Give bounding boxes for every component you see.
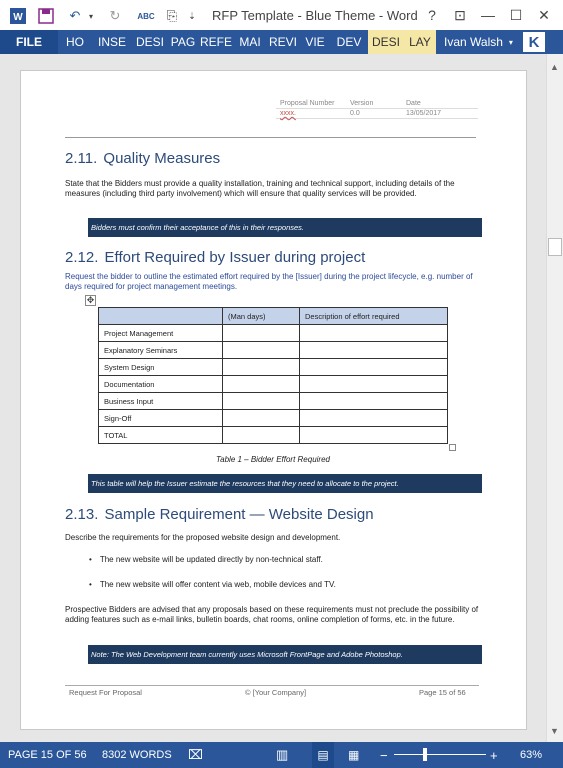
word-app-icon[interactable] bbox=[8, 6, 28, 26]
table-header-cell[interactable] bbox=[99, 308, 223, 325]
zoom-slider-thumb[interactable] bbox=[423, 748, 427, 761]
section-heading bbox=[65, 506, 374, 523]
page-footer bbox=[65, 685, 479, 697]
section-heading bbox=[65, 150, 220, 167]
document-area bbox=[0, 54, 546, 742]
spelling-icon[interactable]: ABC bbox=[137, 11, 155, 21]
tab-developer[interactable]: DEV bbox=[336, 35, 362, 49]
format-painter-icon[interactable]: ⎘ bbox=[166, 8, 178, 23]
proofing-icon[interactable]: ⌧ bbox=[188, 747, 203, 762]
body-paragraph: Describe the requirements for the proposed website design and development. bbox=[65, 533, 341, 542]
footer-center: © [Your Company] bbox=[245, 688, 307, 697]
table-header-cell[interactable]: Description of effort required bbox=[300, 308, 448, 325]
table-cell[interactable] bbox=[223, 427, 300, 444]
ribbon-display-button[interactable]: ⊡ bbox=[454, 6, 466, 23]
table-cell[interactable] bbox=[223, 325, 300, 342]
zoom-out-icon[interactable]: − bbox=[380, 747, 388, 763]
table-row bbox=[99, 359, 448, 376]
table-cell[interactable] bbox=[300, 325, 448, 342]
section-number: 2.13. bbox=[65, 506, 99, 523]
footer-right: Page 15 of 56 bbox=[419, 688, 466, 697]
section-number: 2.11. bbox=[65, 150, 98, 167]
proposal-number-value: xxxx. bbox=[280, 110, 296, 117]
avatar[interactable]: K bbox=[523, 32, 545, 52]
table-row bbox=[99, 342, 448, 359]
close-button[interactable]: ✕ bbox=[538, 6, 550, 23]
scroll-down-icon[interactable]: ▼ bbox=[550, 726, 559, 736]
scroll-up-icon[interactable]: ▲ bbox=[550, 62, 559, 72]
redo-icon[interactable]: ↻ bbox=[109, 8, 121, 23]
user-account[interactable] bbox=[444, 30, 513, 54]
header-table bbox=[276, 99, 478, 119]
tab-page-layout[interactable]: PAG bbox=[170, 35, 196, 49]
window-title: RFP Template - Blue Theme - Word bbox=[212, 8, 418, 23]
table-cell[interactable]: TOTAL bbox=[99, 427, 223, 444]
body-paragraph: Prospective Bidders are advised that any proposals based on these requirements must not preclude the possibility of adding features such as e-mail links, bulletin boards, chat rooms, online completion of forms, etc. in the future. bbox=[65, 605, 479, 624]
table-cell[interactable] bbox=[300, 427, 448, 444]
user-name: Ivan Walsh bbox=[444, 35, 503, 49]
help-button[interactable]: ? bbox=[428, 7, 436, 23]
tab-home[interactable]: HO bbox=[66, 35, 84, 49]
table-move-handle-icon[interactable]: ✥ bbox=[86, 295, 95, 305]
table-cell[interactable] bbox=[300, 342, 448, 359]
svg-text:W: W bbox=[13, 12, 23, 23]
table-resize-handle[interactable] bbox=[449, 444, 456, 451]
document-page[interactable] bbox=[20, 70, 527, 730]
table-cell[interactable] bbox=[223, 376, 300, 393]
vertical-scrollbar[interactable] bbox=[546, 54, 563, 742]
ribbon-tabs bbox=[0, 30, 563, 54]
tab-file[interactable]: FILE bbox=[0, 30, 58, 54]
web-layout-icon[interactable]: ▦ bbox=[348, 748, 360, 762]
section-title: Effort Required by Issuer during project bbox=[104, 249, 366, 266]
footer-left: Request For Proposal bbox=[69, 688, 142, 697]
table-cell[interactable] bbox=[300, 393, 448, 410]
tab-view[interactable]: VIE bbox=[305, 35, 325, 49]
bullet-icon: • bbox=[89, 580, 92, 589]
section-heading bbox=[65, 249, 365, 266]
list-item-text: The new website will offer content via web, mobile devices and TV. bbox=[99, 580, 336, 589]
table-cell[interactable] bbox=[300, 359, 448, 376]
tab-review[interactable]: REVI bbox=[268, 35, 297, 49]
list-item bbox=[89, 580, 336, 589]
table-cell[interactable] bbox=[300, 410, 448, 427]
body-paragraph: Request the bidder to outline the estimated effort required by the [Issuer] during the project lifecycle, e.g. number of days required for project management meetings. bbox=[65, 272, 473, 291]
undo-icon[interactable]: ↶ bbox=[69, 8, 81, 23]
table-caption: Table 1 – Bidder Effort Required bbox=[216, 455, 330, 464]
chevron-down-icon: ▾ bbox=[508, 37, 513, 47]
save-icon[interactable] bbox=[36, 6, 56, 26]
status-bar bbox=[0, 742, 563, 768]
body-paragraph: State that the Bidders must provide a quality installation, training and technical support, including details of the measures (including third party involvement) which will ensure that quality services will be provided. bbox=[65, 179, 455, 198]
table-row bbox=[99, 427, 448, 444]
title-bar bbox=[0, 0, 563, 32]
table-cell[interactable] bbox=[300, 376, 448, 393]
table-cell[interactable]: System Design bbox=[99, 359, 223, 376]
tab-mailings[interactable]: MAI bbox=[239, 35, 261, 49]
bullet-icon: • bbox=[89, 555, 92, 564]
undo-dropdown-icon[interactable]: ▾ bbox=[88, 11, 93, 21]
header-divider bbox=[65, 137, 476, 138]
maximize-button[interactable]: ☐ bbox=[509, 6, 523, 23]
list-item bbox=[89, 555, 323, 564]
header-label: Version bbox=[350, 100, 374, 107]
scroll-thumb[interactable] bbox=[548, 238, 562, 256]
page-indicator[interactable]: PAGE 15 OF 56 bbox=[8, 749, 87, 761]
table-cell[interactable] bbox=[223, 359, 300, 376]
section-title: Quality Measures bbox=[103, 150, 221, 167]
tab-insert[interactable]: INSE bbox=[97, 35, 126, 49]
tab-design[interactable]: DESI bbox=[135, 35, 164, 49]
tab-table-design[interactable]: DESI bbox=[368, 30, 404, 54]
table-cell[interactable] bbox=[223, 393, 300, 410]
zoom-in-icon[interactable]: + bbox=[490, 747, 498, 763]
table-cell[interactable]: Documentation bbox=[99, 376, 223, 393]
table-cell[interactable]: Business Input bbox=[99, 393, 223, 410]
note-callout: Note: The Web Development team currently uses Microsoft FrontPage and Adobe Photoshop. bbox=[88, 645, 482, 664]
zoom-level[interactable]: 63% bbox=[520, 749, 543, 761]
note-callout: This table will help the Issuer estimate the resources that they need to allocate to the project. bbox=[88, 474, 482, 493]
table-cell[interactable]: Project Management bbox=[99, 325, 223, 342]
tab-table-layout[interactable]: LAY bbox=[404, 30, 436, 54]
version-value: 0.0 bbox=[350, 110, 360, 117]
table-cell[interactable]: Sign-Off bbox=[99, 410, 223, 427]
word-count[interactable]: 8302 WORDS bbox=[102, 749, 172, 761]
table-header-row bbox=[99, 308, 448, 325]
read-mode-icon[interactable]: ▥ bbox=[276, 747, 289, 762]
table-cell[interactable] bbox=[223, 410, 300, 427]
table-header-cell[interactable]: (Man days) bbox=[223, 308, 300, 325]
customize-toolbar-icon[interactable]: ⇣ bbox=[188, 10, 196, 21]
header-label: Proposal Number bbox=[280, 100, 335, 107]
table-row bbox=[99, 376, 448, 393]
zoom-slider[interactable] bbox=[394, 754, 486, 755]
tab-references[interactable]: REFE bbox=[199, 35, 232, 49]
section-number: 2.12. bbox=[65, 249, 99, 266]
table-cell[interactable]: Explanatory Seminars bbox=[99, 342, 223, 359]
table-row bbox=[99, 325, 448, 342]
section-title: Sample Requirement — Website Design bbox=[104, 506, 374, 523]
print-layout-icon[interactable]: ▤ bbox=[312, 742, 334, 768]
table-cell[interactable] bbox=[223, 342, 300, 359]
note-callout: Bidders must confirm their acceptance of this in their responses. bbox=[88, 218, 482, 237]
table-row bbox=[99, 410, 448, 427]
list-item-text: The new website will be updated directly by non-technical staff. bbox=[99, 555, 323, 564]
date-value: 13/05/2017 bbox=[406, 110, 442, 117]
minimize-button[interactable]: — bbox=[481, 7, 495, 23]
effort-table[interactable] bbox=[98, 307, 448, 444]
header-label: Date bbox=[406, 100, 421, 107]
table-row bbox=[99, 393, 448, 410]
